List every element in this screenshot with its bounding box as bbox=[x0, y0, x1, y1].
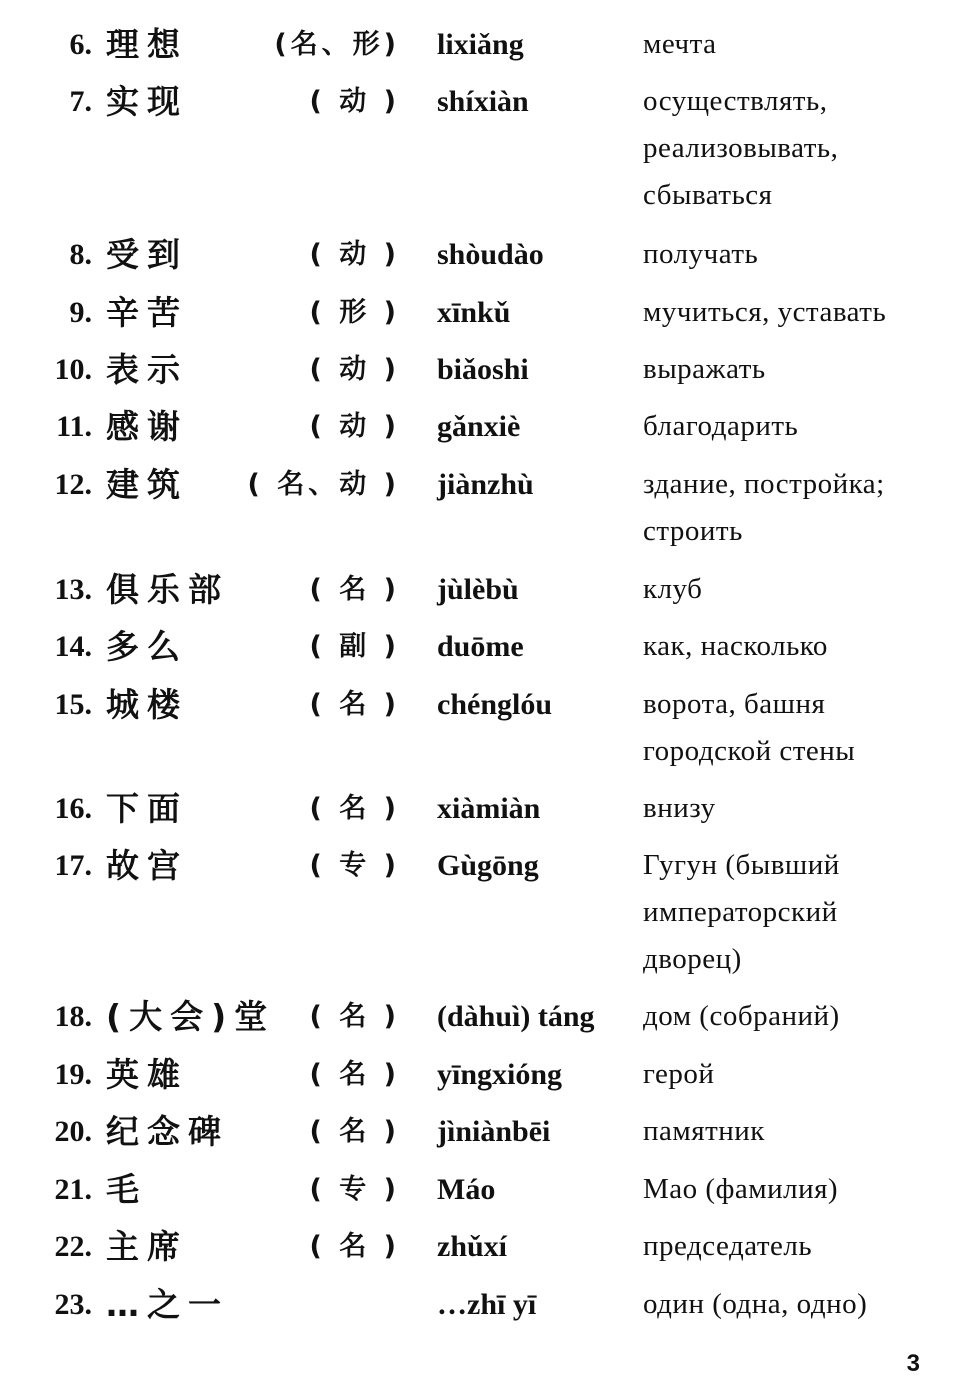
translation-line: сбываться bbox=[643, 179, 773, 211]
entry-translation bbox=[643, 1223, 812, 1270]
entry-translation bbox=[643, 403, 798, 450]
translation-line: дворец) bbox=[643, 943, 742, 975]
vocab-entry bbox=[0, 997, 960, 1037]
entry-hanzi: 感谢 bbox=[106, 407, 188, 446]
translation-line: городской стены bbox=[643, 735, 856, 767]
entry-part-of-speech: ( 副 ) bbox=[309, 631, 400, 662]
entry-translation bbox=[643, 623, 828, 670]
entry-part-of-speech: ( 专 ) bbox=[309, 1174, 400, 1205]
entry-translation bbox=[643, 842, 840, 983]
entry-pinyin: Gùgōng bbox=[437, 849, 539, 882]
entry-pinyin: chénglóu bbox=[437, 688, 553, 721]
vocab-entry bbox=[0, 1112, 960, 1152]
entry-pinyin: biǎoshi bbox=[437, 353, 529, 386]
entry-part-of-speech: ( 名 ) bbox=[309, 1001, 400, 1032]
translation-line: императорский bbox=[643, 896, 838, 928]
translation-line: реализовывать, bbox=[643, 132, 839, 164]
entry-pinyin: xiàmiàn bbox=[437, 792, 541, 825]
entry-pinyin: (dàhuì) táng bbox=[437, 1000, 595, 1033]
entry-hanzi: 下面 bbox=[106, 789, 188, 828]
entry-part-of-speech: ( 专 ) bbox=[309, 850, 400, 881]
vocab-entry bbox=[0, 570, 960, 610]
entry-pinyin: shíxiàn bbox=[437, 85, 529, 118]
entry-pinyin: Máo bbox=[437, 1173, 496, 1206]
translation-line: клуб bbox=[643, 573, 703, 605]
entry-part-of-speech: ( 名 ) bbox=[309, 1116, 400, 1147]
translation-line: герой bbox=[643, 1058, 715, 1090]
entry-hanzi: 实现 bbox=[106, 82, 188, 121]
vocab-entry bbox=[0, 1055, 960, 1095]
translation-line: здание, постройка; bbox=[643, 468, 885, 500]
entry-translation bbox=[643, 1108, 765, 1155]
entry-hanzi: …之一 bbox=[106, 1285, 229, 1324]
entry-pinyin: lixiǎng bbox=[437, 28, 524, 61]
vocab-entry bbox=[0, 1170, 960, 1210]
translation-line: строить bbox=[643, 515, 743, 547]
translation-line: один (одна, одно) bbox=[643, 1288, 868, 1320]
translation-line: получать bbox=[643, 238, 759, 270]
entry-number: 18. bbox=[54, 1000, 92, 1033]
entry-translation bbox=[643, 785, 716, 832]
entry-hanzi: 建筑 bbox=[106, 465, 188, 504]
vocab-entry bbox=[0, 627, 960, 667]
entry-translation bbox=[643, 21, 717, 68]
entry-hanzi: (大会)堂 bbox=[106, 997, 276, 1036]
entry-translation bbox=[643, 461, 885, 555]
entry-number: 9. bbox=[69, 296, 92, 329]
entry-translation bbox=[643, 681, 855, 775]
entry-part-of-speech: ( 形 ) bbox=[309, 297, 400, 328]
entry-translation bbox=[643, 1166, 838, 1213]
entry-hanzi: 理想 bbox=[106, 25, 188, 64]
translation-line: памятник bbox=[643, 1115, 765, 1147]
entry-part-of-speech: ( 名 ) bbox=[309, 1231, 400, 1262]
entry-hanzi: 多么 bbox=[106, 627, 188, 666]
vocab-entry bbox=[0, 82, 960, 211]
entry-hanzi: 英雄 bbox=[106, 1055, 188, 1094]
entry-hanzi: 故宫 bbox=[106, 846, 188, 885]
entry-number: 12. bbox=[54, 468, 92, 501]
entry-pinyin: …zhī yī bbox=[437, 1288, 537, 1321]
entry-part-of-speech: ( 名 ) bbox=[309, 689, 400, 720]
entry-pinyin: duōme bbox=[437, 630, 524, 663]
entry-number: 10. bbox=[54, 353, 92, 386]
vocab-entry bbox=[0, 407, 960, 447]
entry-part-of-speech: (名、形) bbox=[274, 29, 400, 60]
translation-line: благодарить bbox=[643, 410, 799, 442]
entry-part-of-speech: ( 动 ) bbox=[309, 86, 400, 117]
entry-hanzi: 表示 bbox=[106, 350, 188, 389]
entry-translation bbox=[643, 231, 758, 278]
entry-hanzi: 城楼 bbox=[106, 685, 188, 724]
entry-number: 19. bbox=[54, 1058, 92, 1091]
entry-translation bbox=[643, 566, 702, 613]
translation-line: Гугун (бывший bbox=[643, 849, 840, 881]
vocab-entry bbox=[0, 846, 960, 975]
entry-number: 21. bbox=[54, 1173, 92, 1206]
vocab-entry bbox=[0, 235, 960, 275]
entry-number: 7. bbox=[69, 85, 92, 118]
entry-number: 11. bbox=[56, 410, 92, 443]
entry-number: 20. bbox=[54, 1115, 92, 1148]
vocab-entry bbox=[0, 293, 960, 333]
vocab-entry bbox=[0, 685, 960, 767]
entry-number: 13. bbox=[54, 573, 92, 606]
entry-translation bbox=[643, 1281, 867, 1328]
entry-pinyin: xīnkǔ bbox=[437, 296, 511, 329]
entry-pinyin: jùlèbù bbox=[437, 573, 519, 606]
translation-line: как, насколько bbox=[643, 630, 828, 662]
entry-part-of-speech: ( 动 ) bbox=[309, 239, 400, 270]
vocab-entry bbox=[0, 465, 960, 547]
translation-line: дом (собраний) bbox=[643, 1000, 840, 1032]
translation-line: Мао (фамилия) bbox=[643, 1173, 839, 1205]
translation-line: председатель bbox=[643, 1230, 813, 1262]
vocab-entry bbox=[0, 350, 960, 390]
translation-line: осуществлять, bbox=[643, 85, 828, 117]
entry-translation bbox=[643, 289, 886, 336]
entry-number: 16. bbox=[54, 792, 92, 825]
entry-number: 14. bbox=[54, 630, 92, 663]
entry-hanzi: 辛苦 bbox=[106, 293, 188, 332]
entry-pinyin: shòudào bbox=[437, 238, 544, 271]
entry-translation bbox=[643, 78, 838, 219]
entry-hanzi: 纪念碑 bbox=[106, 1112, 229, 1151]
entry-hanzi: 受到 bbox=[106, 235, 188, 274]
entry-translation bbox=[643, 1051, 714, 1098]
entry-number: 15. bbox=[54, 688, 92, 721]
entry-number: 6. bbox=[69, 28, 92, 61]
entry-pinyin: zhǔxí bbox=[437, 1230, 508, 1263]
entry-number: 22. bbox=[54, 1230, 92, 1263]
entry-part-of-speech: ( 名 ) bbox=[309, 1059, 400, 1090]
entry-part-of-speech: ( 动 ) bbox=[309, 354, 400, 385]
translation-line: ворота, башня bbox=[643, 688, 826, 720]
entry-number: 23. bbox=[54, 1288, 92, 1321]
entry-hanzi: 毛 bbox=[106, 1170, 147, 1209]
entry-pinyin: gǎnxiè bbox=[437, 410, 521, 443]
entry-translation bbox=[643, 993, 840, 1040]
vocab-entry bbox=[0, 1285, 960, 1325]
entry-hanzi: 俱乐部 bbox=[106, 570, 229, 609]
translation-line: мечта bbox=[643, 28, 717, 60]
vocab-entry bbox=[0, 25, 960, 65]
entry-number: 8. bbox=[69, 238, 92, 271]
entry-hanzi: 主席 bbox=[106, 1227, 188, 1266]
translation-line: внизу bbox=[643, 792, 716, 824]
entry-number: 17. bbox=[54, 849, 92, 882]
translation-line: мучиться, уставать bbox=[643, 296, 887, 328]
translation-line: выражать bbox=[643, 353, 766, 385]
entry-pinyin: jìniànbēi bbox=[437, 1115, 551, 1148]
vocab-entry bbox=[0, 789, 960, 829]
entry-translation bbox=[643, 346, 766, 393]
entry-part-of-speech: ( 动 ) bbox=[309, 411, 400, 442]
entry-pinyin: yīngxióng bbox=[437, 1058, 563, 1091]
entry-part-of-speech: ( 名 ) bbox=[309, 793, 400, 824]
vocab-entry bbox=[0, 1227, 960, 1267]
page-number: 3 bbox=[906, 1350, 920, 1377]
entry-pinyin: jiànzhù bbox=[437, 468, 534, 501]
entry-part-of-speech: ( 名 ) bbox=[309, 574, 400, 605]
entry-part-of-speech: ( 名、动 ) bbox=[247, 469, 400, 500]
